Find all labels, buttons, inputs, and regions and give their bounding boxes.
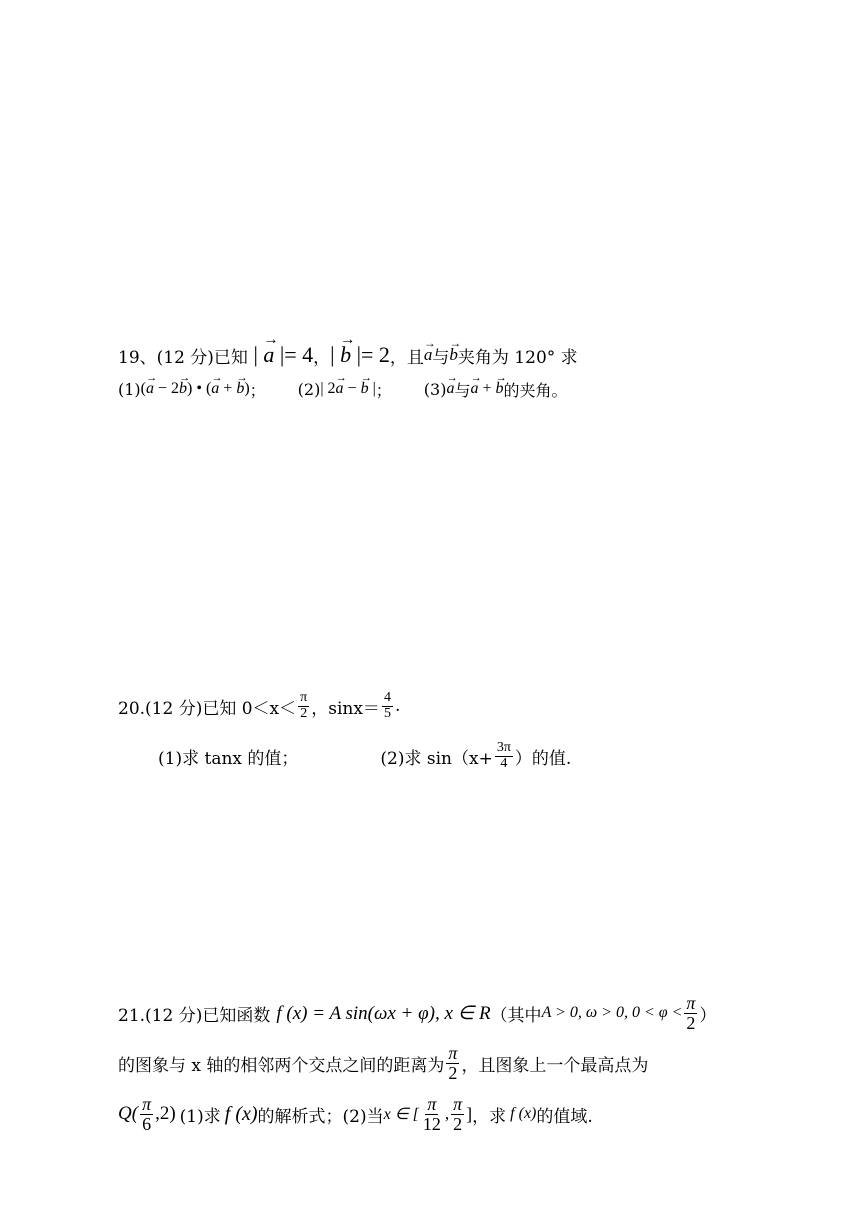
q21-cond-post: ） xyxy=(699,1005,717,1026)
q19-line2 xyxy=(118,376,568,402)
q21-cond-pre: （其中 xyxy=(490,1005,542,1026)
fraction-pi-over-2: $\frac{\pi}{2}$ xyxy=(453,1093,463,1134)
q19-cond1: |= 4 xyxy=(274,342,314,367)
q21-part1-post: 的解析式；(2)当 xyxy=(257,1106,384,1127)
q19-number: 19、(12 分)已知 xyxy=(118,347,248,368)
q20-period: . xyxy=(394,696,401,716)
q21-line2-pre: 的图象与 x 轴的相邻两个交点之间的距离为 xyxy=(118,1055,445,1076)
q20-line1 xyxy=(118,686,400,726)
q20-part1: (1)求 tanx 的值； xyxy=(158,748,299,769)
abs-bar: | xyxy=(330,342,341,367)
q19-part2-expr: | 2→ a − → b | xyxy=(320,380,375,398)
vector-a: → a xyxy=(446,380,454,398)
q21-point-pre: Q( xyxy=(118,1103,139,1124)
q21-number: 21.(12 分)已知函数 xyxy=(118,1005,271,1026)
q19-cond2: |= 2 xyxy=(351,342,390,367)
q19-part1-expr: (→ a − 2→ b) • (→ a + → b) xyxy=(141,380,250,398)
q19-angle: 夹角为 120° 求 xyxy=(457,347,578,368)
q21-interval-end: ] xyxy=(466,1103,473,1124)
q19-part3-end: 的夹角。 xyxy=(503,380,568,400)
q19-part2-end: ； xyxy=(375,380,392,400)
q19-with: 与 xyxy=(432,347,450,368)
q19-part3-expr: → a + → b xyxy=(470,380,503,398)
fraction-pi-over-12: $\frac{\pi}{12}$ xyxy=(422,1093,441,1134)
q19-part1-end: ； xyxy=(249,380,266,400)
q21-line1 xyxy=(118,990,716,1036)
fraction-pi-over-2: $\frac{\pi}{2}$ xyxy=(300,689,308,721)
fraction-4-over-5: $\frac{4}{5}$ xyxy=(383,689,391,721)
q21-interval-pre: x ∈ [ xyxy=(383,1106,419,1123)
q19-line1 xyxy=(118,338,578,372)
vector-a: → a xyxy=(263,342,274,368)
fraction-3pi-over-4: $\frac{3\pi}{4}$ xyxy=(496,739,511,771)
q19-part2-label: (2) xyxy=(297,379,321,399)
q21-part2-post: 的值域. xyxy=(536,1106,593,1127)
fraction-pi-over-6: $\frac{\pi}{6}$ xyxy=(142,1093,152,1134)
q21-comma: ，求 xyxy=(472,1106,507,1127)
q19-part3-label: (3) xyxy=(423,379,447,399)
q19-part1-label: (1) xyxy=(118,379,141,399)
q21-line2 xyxy=(118,1040,648,1086)
q21-line2-post: ，且图象上一个最高点为 xyxy=(461,1055,649,1076)
q20-part2-pre: (2)求 sin（x+ xyxy=(380,748,493,769)
q20-sinx: ，sinx＝ xyxy=(311,698,380,719)
q21-point-post: ,2) xyxy=(155,1103,176,1124)
q21-part1-pre: (1)求 xyxy=(179,1106,221,1127)
q21-line3: Q( $\frac{\pi}{6}$ ,2) (1)求 f (x) 的解析式；(2)当 x ∈ [ $\frac{\pi}{12}$ , $\frac{\pi}{2}$ ] ，求 f (x) 的值域. xyxy=(118,1093,593,1134)
q20-part2-post: ）的值. xyxy=(514,748,572,769)
q19-sep2: ，且 xyxy=(389,347,424,368)
q21-fx-small: f (x) xyxy=(510,1105,537,1122)
q21-fx: f (x) xyxy=(224,1102,258,1125)
q19-part3-with: 与 xyxy=(454,380,471,400)
q21-condition: A > 0, ω > 0, 0 < φ < xyxy=(541,1004,683,1021)
vector-b: → b xyxy=(449,345,458,365)
q21-function: f (x) = A sin(ωx + φ), x ∈ R xyxy=(276,1002,491,1024)
vector-b: → b xyxy=(340,342,351,368)
q20-number: 20.(12 分)已知 0＜x＜ xyxy=(118,698,297,719)
fraction-pi-over-2: $\frac{\pi}{2}$ xyxy=(448,1042,458,1083)
q19-sep1: ， xyxy=(313,347,331,368)
abs-bar: | xyxy=(247,342,264,367)
fraction-pi-over-2: $\frac{\pi}{2}$ xyxy=(686,992,696,1033)
q20-line2 xyxy=(158,733,571,779)
vector-a: → a xyxy=(424,345,433,365)
